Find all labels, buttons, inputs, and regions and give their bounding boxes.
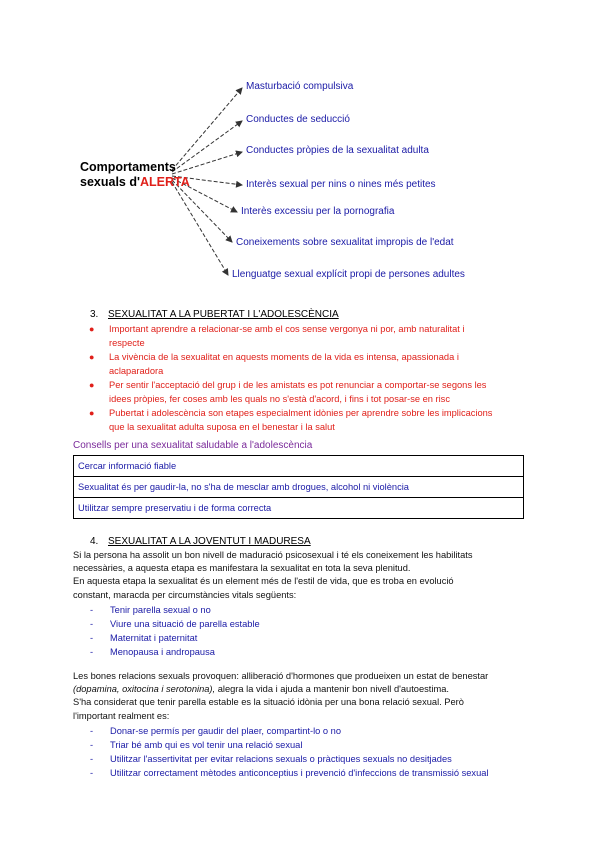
paragraph-line: necessàries, a aquesta etapa es manifestara la sexualitat en tota la seva plenitud. bbox=[73, 563, 411, 574]
section4-intro-paragraph bbox=[73, 549, 533, 602]
diagram-item-6: Coneixements sobre sexualitat impropis de l'edat bbox=[236, 237, 454, 248]
diagram-title-line2 bbox=[80, 175, 190, 190]
list-item: - Triar bé amb qui es vol tenir una relació sexual bbox=[90, 738, 530, 752]
alert-behaviours-diagram bbox=[0, 0, 600, 300]
table-cell: Utilitzar sempre preservatiu i de forma correcta bbox=[74, 498, 524, 519]
diagram-item-4: Interès sexual per nins o nines més petites bbox=[246, 179, 436, 190]
list-item: - Maternitat i paternitat bbox=[90, 631, 510, 645]
list-item: ● Per sentir l'acceptació del grup i de les amistats es pot renunciar a comportar-se segons les idees pròpies, fer coses amb les quals no s'està d'acord, i fins i tot posar-se en risc bbox=[88, 378, 528, 406]
diagram-title-highlight: ALERTA bbox=[139, 175, 190, 189]
list-item: - Tenir parella sexual o no bbox=[90, 603, 510, 617]
paragraph-line: Les bones relacions sexuals provoquen: alliberació d'hormones que produeixen un estat de benestar bbox=[73, 671, 489, 681]
table-row bbox=[74, 498, 524, 519]
hormones-italic: (dopamina, oxitocina i serotonina), bbox=[73, 684, 216, 695]
section3-bullet-list bbox=[88, 322, 528, 434]
paragraph-line: En aquesta etapa la sexualitat és un element més de l'estil de vida, que es troba en evolució bbox=[73, 576, 454, 587]
important-list bbox=[90, 724, 530, 780]
list-item: ● Important aprendre a relacionar-se amb el cos sense vergonya ni por, amb naturalitat i respecte bbox=[88, 322, 528, 350]
diagram-item-5: Interès excessiu per la pornografia bbox=[241, 206, 395, 217]
list-item: - Utilitzar correctament mètodes anticonceptius i prevenció d'infeccions de transmissió sexual bbox=[90, 766, 530, 780]
list-item: - Viure una situació de parella estable bbox=[90, 617, 510, 631]
paragraph-line: l'important realment es: bbox=[73, 710, 170, 721]
consells-table bbox=[73, 455, 524, 519]
diagram-title-line1: Comportaments bbox=[80, 160, 176, 174]
diagram-item-1: Masturbació compulsiva bbox=[246, 81, 354, 92]
diagram-title-prefix: sexuals d' bbox=[80, 175, 140, 189]
paragraph-line: (dopamina, oxitocina i serotonina), alegra la vida i ajuda a mantenir bon nivell d'autoestima. bbox=[73, 684, 449, 695]
section3-heading bbox=[90, 308, 339, 321]
table-cell: Sexualitat és per gaudir-la, no s'ha de mesclar amb drogues, alcohol ni violència bbox=[74, 477, 524, 498]
list-item: - Utilitzar l'assertivitat per evitar relacions sexuals o pràctiques sexuals no desitjades bbox=[90, 752, 530, 766]
consells-title: Consells per una sexualitat saludable a l'adolescència bbox=[73, 440, 313, 451]
section4-heading bbox=[90, 535, 311, 548]
paragraph-line: Si la persona ha assolit un bon nivell de maduració psicosexual i té els coneixement les habilitats bbox=[73, 550, 473, 560]
paragraph-line: S'ha considerat que tenir parella estable es la situació idònia per una bona relació sexual. Però bbox=[73, 697, 464, 708]
section3-number: 3. bbox=[90, 309, 99, 320]
list-item: ● Pubertat i adolescència son etapes especialment idònies per aprendre sobre les implicacions que la sexualitat adulta suposa en el benestar i la salut bbox=[88, 406, 528, 434]
diagram-item-7: Llenguatge sexual explícit propi de persones adultes bbox=[232, 269, 465, 280]
table-row bbox=[74, 477, 524, 498]
list-item: - Donar-se permís per gaudir del plaer, compartint-lo o no bbox=[90, 724, 530, 738]
section3-title: SEXUALITAT A LA PUBERTAT I L'ADOLESCÈNCIA bbox=[108, 309, 339, 320]
list-item: - Menopausa i andropausa bbox=[90, 645, 510, 659]
section4-title: SEXUALITAT A LA JOVENTUT I MADURESA bbox=[108, 536, 311, 547]
section4-number: 4. bbox=[90, 536, 99, 547]
diagram-item-3: Conductes pròpies de la sexualitat adulta bbox=[246, 145, 429, 156]
diagram-item-2: Conductes de seducció bbox=[246, 114, 350, 125]
diagram-title bbox=[80, 160, 190, 190]
list-item: ● La vivència de la sexualitat en aquests moments de la vida es intensa, apassionada i aclaparadora bbox=[88, 350, 528, 378]
circumstances-list bbox=[90, 603, 510, 659]
table-row bbox=[74, 456, 524, 477]
paragraph-line: constant, maracda per circumstàncies vitals següents: bbox=[73, 589, 297, 600]
table-cell: Cercar informació fiable bbox=[74, 456, 524, 477]
section4-benefits-paragraph bbox=[73, 670, 543, 723]
